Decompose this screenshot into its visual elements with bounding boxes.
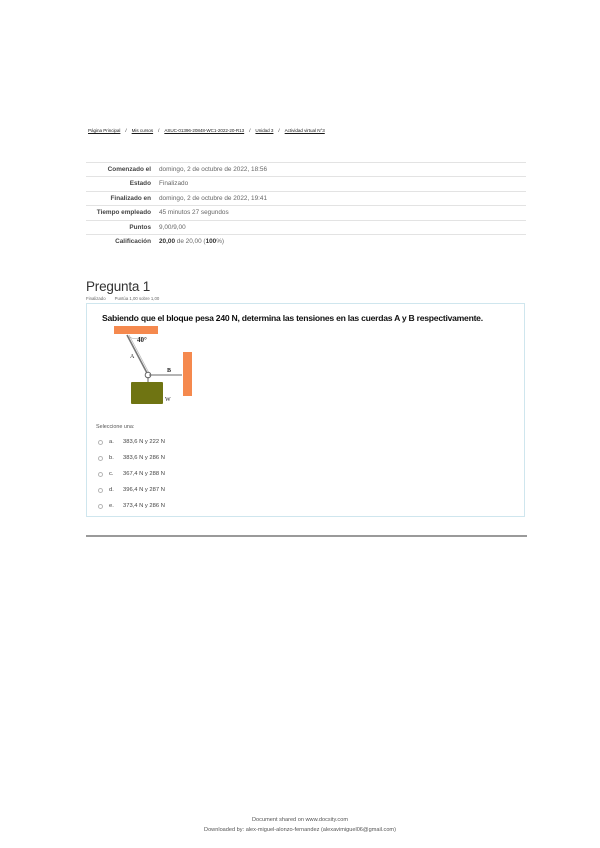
weight-label: W	[165, 397, 171, 403]
breadcrumb-courses-link[interactable]: Mis cursos	[131, 128, 154, 133]
radio-button[interactable]	[98, 440, 103, 445]
summary-value: 45 minutos 27 segundos	[155, 206, 526, 220]
question-text: Sabiendo que el bloque pesa 240 N, determina las tensiones en las cuerdas A y B respectivamente.	[102, 313, 483, 323]
answer-option-e[interactable]	[98, 498, 165, 514]
question-content-box	[86, 303, 525, 517]
question-title: Pregunta 1	[86, 279, 151, 294]
radio-button[interactable]	[98, 504, 103, 509]
answer-option-c[interactable]	[98, 466, 165, 482]
radio-button[interactable]	[98, 488, 103, 493]
question-info	[86, 296, 159, 301]
breadcrumb-activity-link[interactable]: Actividad virtual N°3	[284, 128, 325, 133]
summary-row	[86, 220, 526, 234]
option-text: 396,4 N y 287 N	[123, 487, 165, 493]
summary-label: Finalizado en	[86, 191, 155, 205]
breadcrumb-course-link[interactable]: ASUC-01396-20848-WC1-2022-20-R13	[164, 128, 245, 133]
summary-row	[86, 177, 526, 191]
option-letter: b.	[109, 455, 114, 461]
answer-option-d[interactable]	[98, 482, 165, 498]
grade-value: 20,00 de 20,00 (100%)	[155, 235, 526, 249]
question-status: Finalizado	[86, 296, 106, 301]
option-letter: c.	[109, 471, 114, 477]
question-points: Puntúa 1,00 sobre 1,00	[114, 296, 160, 301]
option-letter: e.	[109, 503, 114, 509]
summary-label: Estado	[86, 177, 155, 191]
summary-label: Calificación	[86, 235, 155, 249]
summary-value: domingo, 2 de octubre de 2022, 18:56	[155, 163, 526, 177]
summary-row	[86, 191, 526, 205]
summary-label: Comenzado el	[86, 163, 155, 177]
wall-beam	[183, 352, 192, 396]
option-letter: d.	[109, 487, 114, 493]
summary-row	[86, 235, 526, 249]
summary-value: Finalizado	[155, 177, 526, 191]
docsity-footer	[0, 816, 600, 835]
summary-value: 9,00/9,00	[155, 220, 526, 234]
footer-shared-line: Document shared on www.docsity.com	[252, 817, 348, 823]
ceiling-beam	[114, 326, 158, 334]
summary-value: domingo, 2 de octubre de 2022, 19:41	[155, 191, 526, 205]
select-one-label: Seleccione una:	[96, 424, 135, 430]
option-text: 373,4 N y 286 N	[123, 503, 165, 509]
answer-option-a[interactable]	[98, 434, 165, 450]
summary-row	[86, 163, 526, 177]
option-text: 383,6 N y 222 N	[123, 439, 165, 445]
radio-button[interactable]	[98, 472, 103, 477]
option-text: 383,6 N y 286 N	[123, 455, 165, 461]
summary-label: Puntos	[86, 220, 155, 234]
summary-row	[86, 206, 526, 220]
breadcrumb-unit-link[interactable]: Unidad 3	[255, 128, 274, 133]
statics-diagram	[105, 324, 225, 424]
angle-label: 40°	[137, 336, 147, 344]
weight-block	[131, 382, 163, 404]
breadcrumb: Página Principal / Mis cursos / ASUC-01396-20848-WC1-2022-20-R13 / Unidad 3 / Actividad virtual N°3	[88, 128, 325, 133]
summary-label: Tiempo empleado	[86, 206, 155, 220]
option-letter: a.	[109, 439, 114, 445]
rope-b-label: B	[167, 368, 172, 374]
section-divider	[86, 535, 527, 537]
answer-option-b[interactable]	[98, 450, 165, 466]
footer-downloaded-line: Downloaded by: alex-miguel-alonzo-fernandez (alexavimiguel06@gmail.com)	[204, 826, 396, 833]
attempt-summary-table	[86, 162, 526, 248]
rope-a-label: A	[130, 354, 135, 360]
option-text: 367,4 N y 288 N	[123, 471, 165, 477]
radio-button[interactable]	[98, 456, 103, 461]
answer-options	[98, 434, 165, 514]
breadcrumb-home-link[interactable]: Página Principal	[88, 128, 121, 133]
